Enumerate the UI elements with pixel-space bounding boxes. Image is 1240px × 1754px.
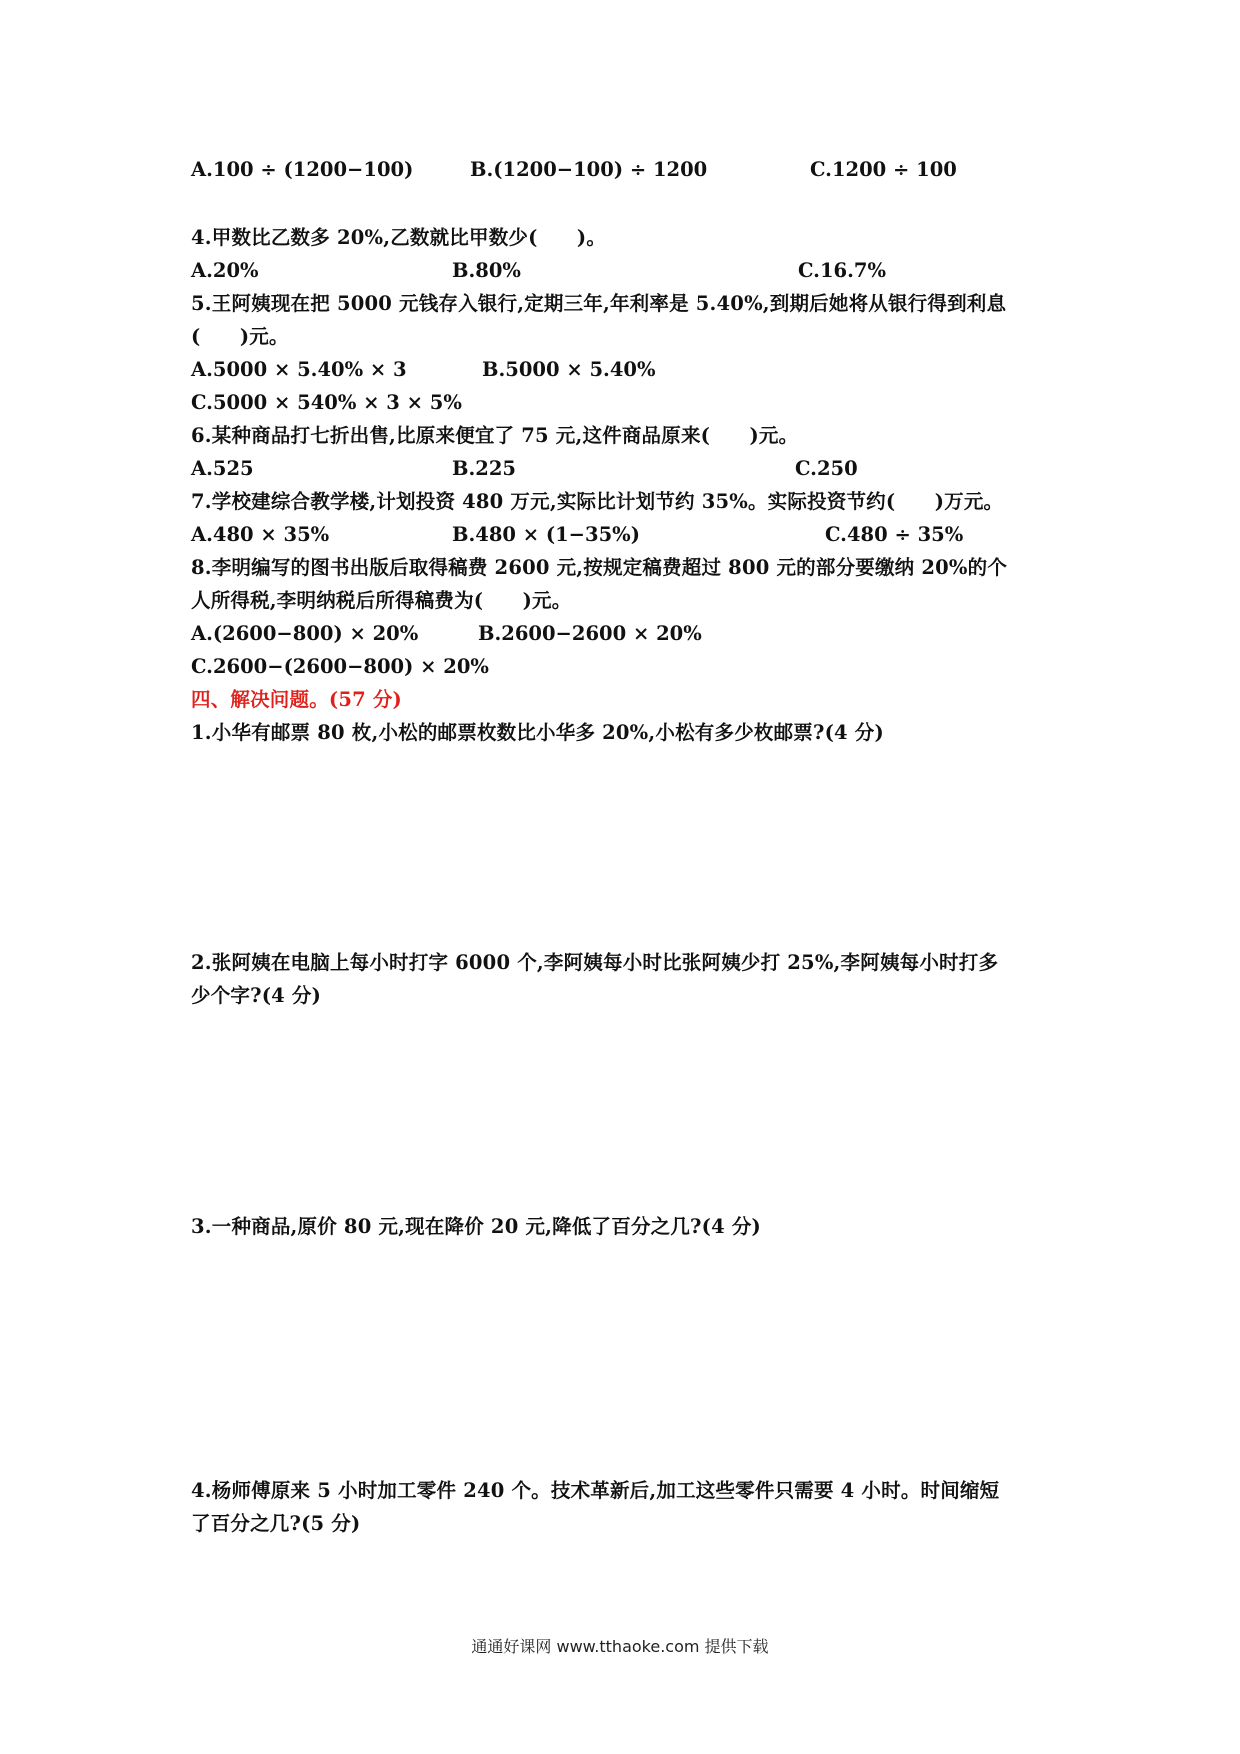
q4-option-b: B.80% bbox=[452, 259, 521, 282]
problem-2-line1: 2.张阿姨在电脑上每小时打字 6000 个,李阿姨每小时比张阿姨少打 25%,李阿姨每小时打多 bbox=[191, 951, 999, 974]
problem-3: 3.一种商品,原价 80 元,现在降价 20 元,降低了百分之几?(4 分) bbox=[191, 1215, 761, 1238]
problem-1: 1.小华有邮票 80 枚,小松的邮票枚数比小华多 20%,小松有多少枚邮票?(4 分) bbox=[191, 721, 884, 744]
q5-option-b: B.5000 × 5.40% bbox=[482, 358, 656, 381]
q4-option-c: C.16.7% bbox=[798, 259, 886, 282]
q4-stem: 4.甲数比乙数多 20%,乙数就比甲数少( )。 bbox=[191, 226, 607, 249]
q8-stem-line2: 人所得税,李明纳税后所得稿费为( )元。 bbox=[191, 589, 572, 612]
q7-option-b: B.480 × (1−35%) bbox=[452, 523, 640, 546]
q5-option-c: C.5000 × 540% × 3 × 5% bbox=[191, 391, 462, 414]
q5-option-a: A.5000 × 5.40% × 3 bbox=[191, 358, 407, 381]
q8-option-c: C.2600−(2600−800) × 20% bbox=[191, 655, 489, 678]
q4-option-a: A.20% bbox=[191, 259, 259, 282]
q6-option-b: B.225 bbox=[452, 457, 516, 480]
q3-option-c: C.1200 ÷ 100 bbox=[810, 158, 957, 181]
q8-option-a: A.(2600−800) × 20% bbox=[191, 622, 419, 645]
problem-4-line1: 4.杨师傅原来 5 小时加工零件 240 个。技术革新后,加工这些零件只需要 4 小时。时间缩短 bbox=[191, 1479, 1000, 1502]
section-heading: 四、解决问题。(57 分) bbox=[191, 688, 402, 711]
q8-stem-line1: 8.李明编写的图书出版后取得稿费 2600 元,按规定稿费超过 800 元的部分要缴纳 20%的个 bbox=[191, 556, 1008, 579]
q3-option-b: B.(1200−100) ÷ 1200 bbox=[470, 158, 708, 181]
q6-option-c: C.250 bbox=[795, 457, 858, 480]
q6-stem: 6.某种商品打七折出售,比原来便宜了 75 元,这件商品原来( )元。 bbox=[191, 424, 799, 447]
q6-option-a: A.525 bbox=[191, 457, 254, 480]
problem-2-line2: 少个字?(4 分) bbox=[191, 984, 322, 1007]
q8-option-b: B.2600−2600 × 20% bbox=[478, 622, 702, 645]
q7-stem: 7.学校建综合教学楼,计划投资 480 万元,实际比计划节约 35%。实际投资节约( )万元。 bbox=[191, 490, 1004, 513]
q7-option-c: C.480 ÷ 35% bbox=[825, 523, 964, 546]
q5-stem-line1: 5.王阿姨现在把 5000 元钱存入银行,定期三年,年利率是 5.40%,到期后她将从银行得到利息 bbox=[191, 292, 1007, 315]
q7-option-a: A.480 × 35% bbox=[191, 523, 330, 546]
footer-source-note: 通通好课网 www.tthaoke.com 提供下载 bbox=[471, 1637, 769, 1656]
problem-4-line2: 了百分之几?(5 分) bbox=[191, 1512, 361, 1535]
q5-stem-line2: ( )元。 bbox=[191, 325, 289, 348]
q3-option-a: A.100 ÷ (1200−100) bbox=[191, 158, 414, 181]
